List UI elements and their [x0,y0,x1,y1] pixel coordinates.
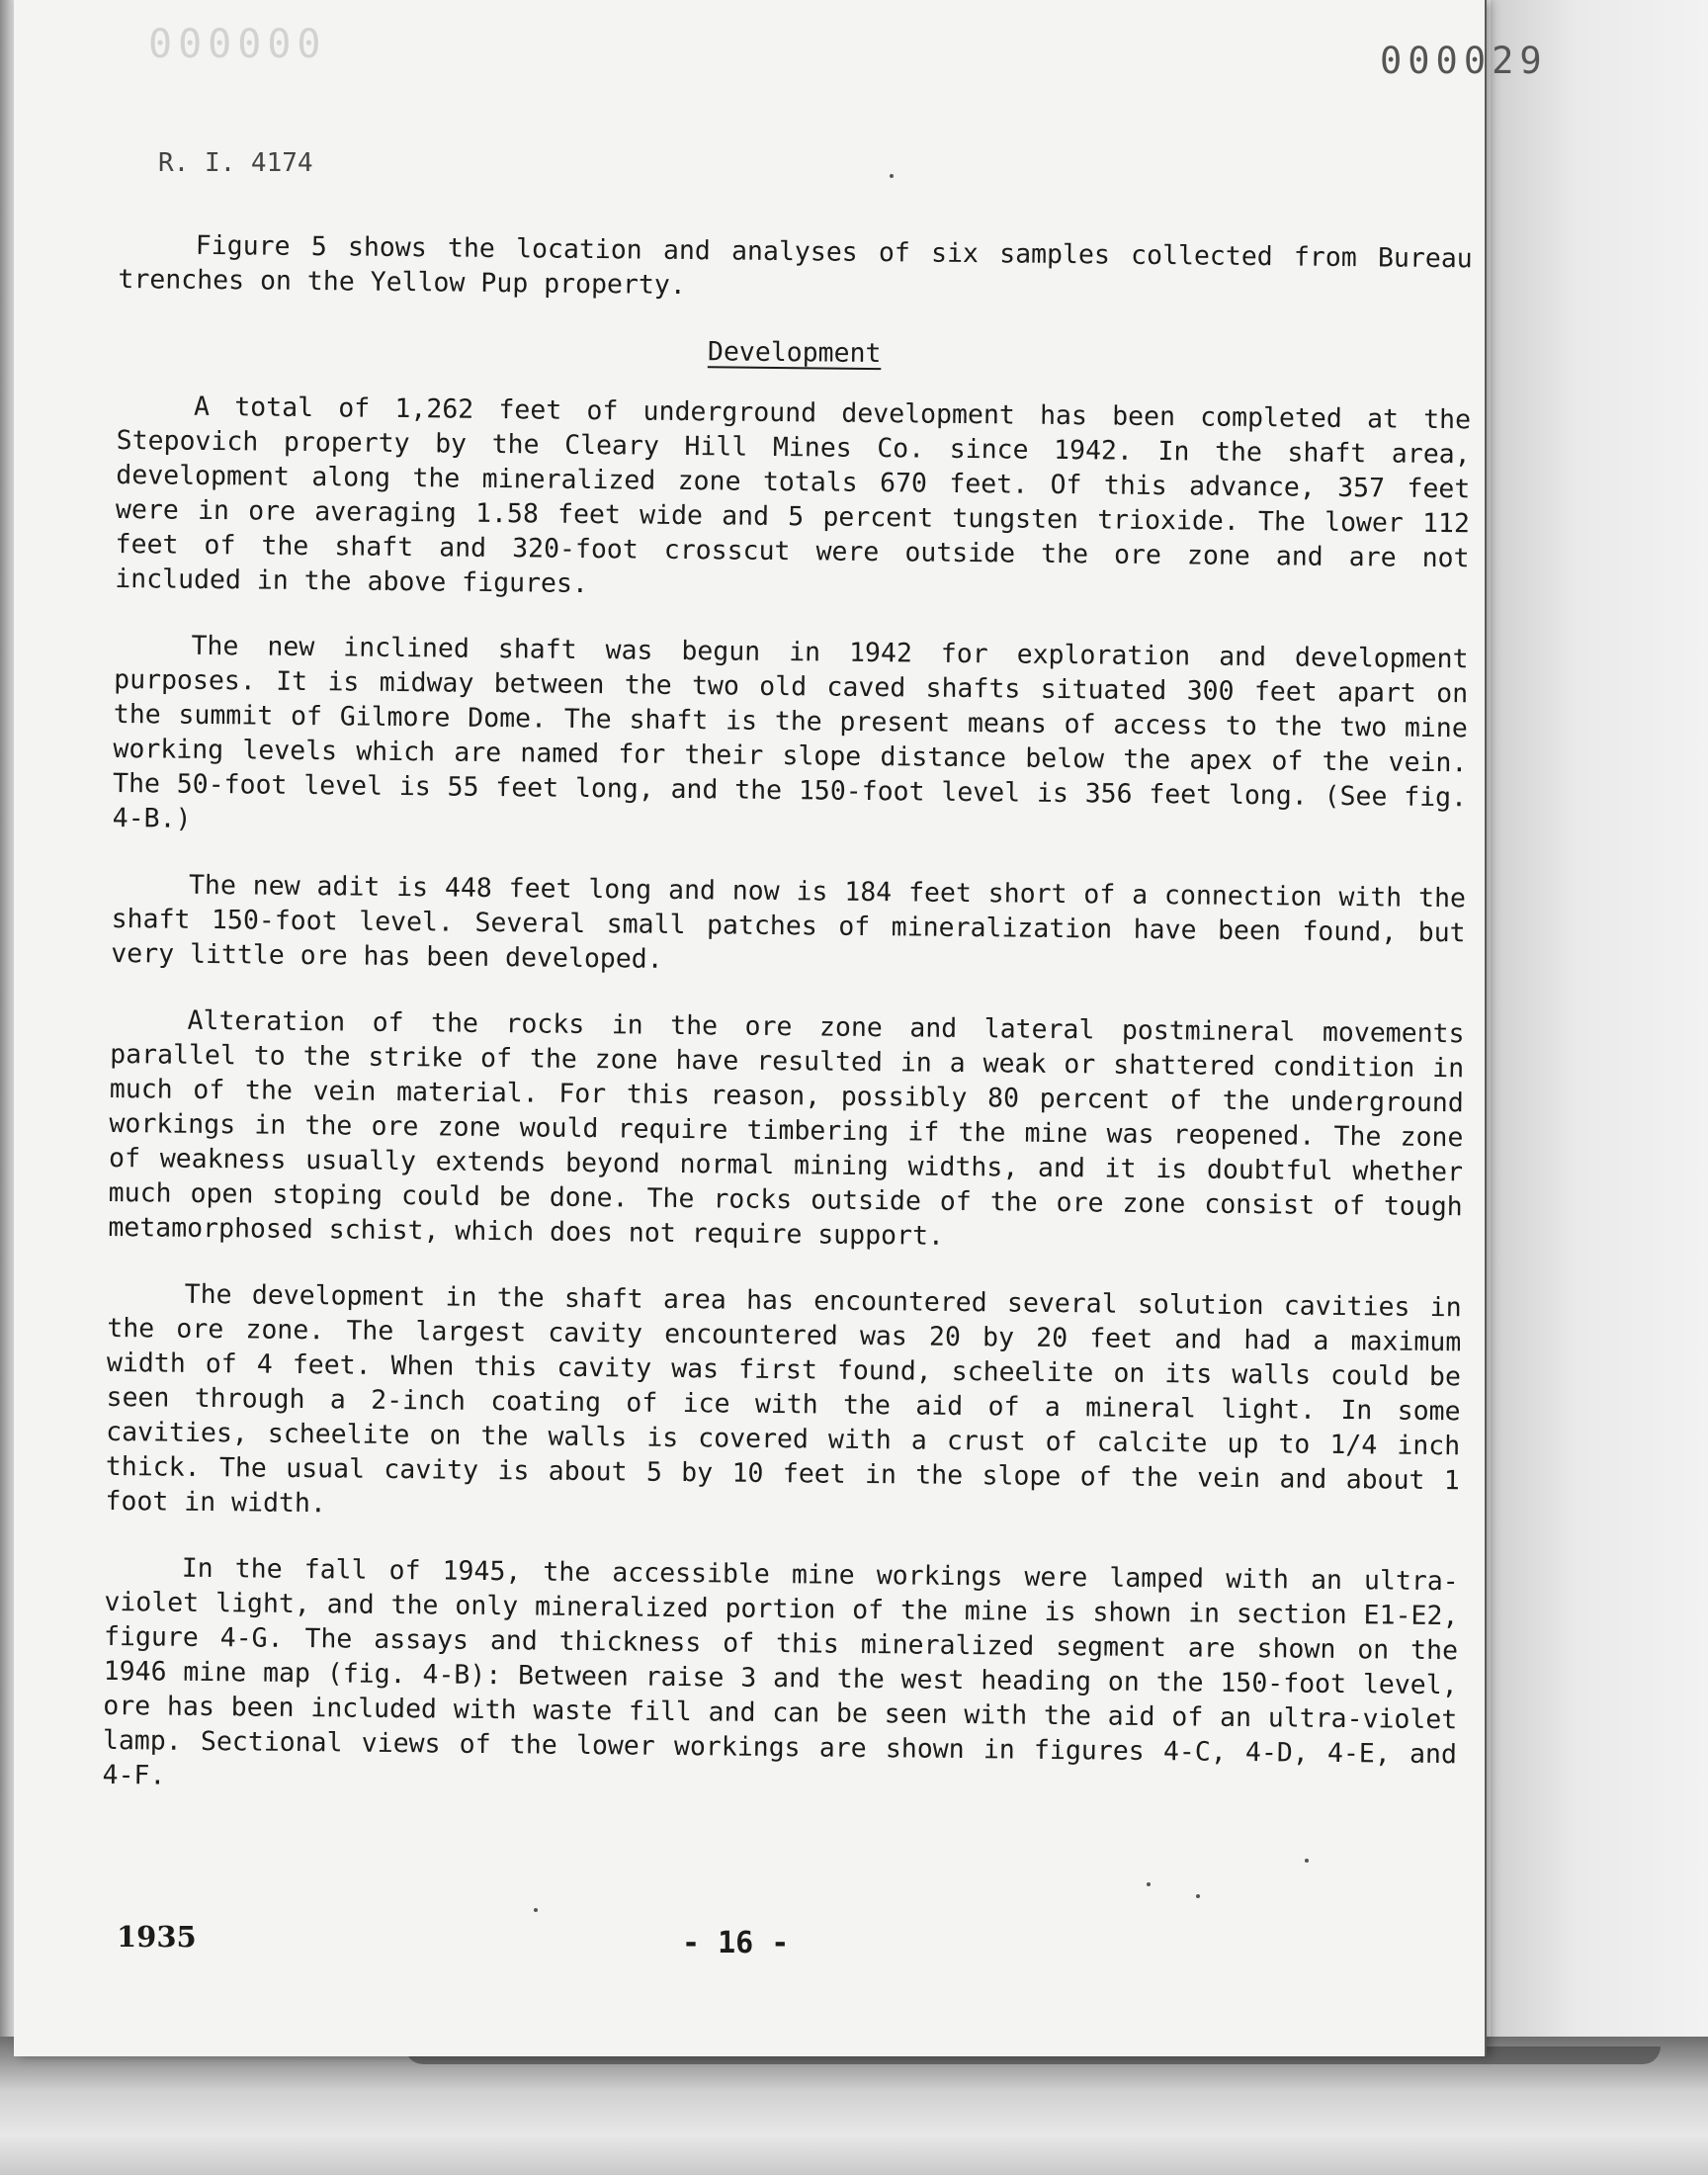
scan-speck [1305,1859,1309,1863]
document-body [102,227,1473,1838]
paragraph: In the fall of 1945, the accessible mine workings were lamped with an ultra-violet light, and the only mineralized portion of the mine is shown in section E1-E2, figure 4-G. The assays and thickness of this mineralized segment are shown on the 1946 mine map (fig. 4-B): Between raise 3 and the west heading on the 150-foot level, ore has been included with waste fill and can be seen with the aid of an ultra-violet lamp. Sectional views of the lower workings are shown in figures 4-C, 4-D, 4-E, and 4-F. [102,1552,1459,1791]
document-id-stamp: 000029 [1380,40,1548,82]
paragraph: Figure 5 shows the location and analyses of six samples collected from Bureau trenches on the Yellow Pup property. [118,229,1473,302]
section-heading: Development [707,336,882,370]
scan-margin [1491,0,1708,2175]
paragraph: Alteration of the rocks in the ore zone and lateral postmineral movements parallel to the strike of the zone have resulted in a weak or shattered condition in much of the vein material. For this reason, possibly 80 percent of the underground workings in the ore zone would require timbering if the mine was reopened. The zone of weakness usually extends beyond normal mining widths, and it is doubtful whether much open stoping could be done. The rocks outside of the ore zone consist of tough metamorphosed schist, which does not require support. [108,1004,1465,1252]
paragraph: The development in the shaft area has encountered several solution cavities in the ore zone. The largest cavity encountered was 20 by 20 feet and had a maximum width of 4 feet. When this cavity was first found, scheelite on its walls could be seen through a 2-inch coating of ice with the aid of a mineral light. In some cavities, scheelite on the walls is covered with a crust of calcite up to 1/4 inch thick. The usual cavity is about 5 by 10 feet in the slope of the vein and about 1 foot in width. [105,1278,1462,1520]
report-reference: R. I. 4174 [158,148,313,178]
scan-speck [890,174,894,178]
scan-speck [1196,1894,1200,1898]
paragraph: A total of 1,262 feet of underground development has been completed at the Stepovich property by the Cleary Hill Mines Co. since 1942. In the shaft area, development along the mineralized zone totals 670 feet. Of this advance, 357 feet were in ore averaging 1.58 feet wide and 5 percent tungsten trioxide. The lower 112 feet of the shaft and 320-foot crosscut were outside the ore zone and are not included in the above figures. [115,391,1472,599]
scan-edge [0,0,14,2175]
scan-speck [1147,1882,1151,1886]
scan-bottom-edge [0,2037,1708,2175]
footer-code: 1935 [117,1920,197,1954]
page-number: - 16 - [682,1926,790,1960]
faint-stamp: 000000 [148,22,327,67]
scan-speck [534,1908,538,1912]
paragraph: The new inclined shaft was begun in 1942 for exploration and development purposes. It is midway between the two old caved shafts situated 300 feet apart on the summit of Gilmore Dome. The shaft is the present means of access to the two mine working levels which are named for their slope distance below the apex of the vein. The 50-foot level is 55 feet long, and the 150-foot level is 356 feet long. (See fig. 4-B.) [112,630,1469,834]
paragraph: The new adit is 448 feet long and now is 184 feet short of a connection with the shaft 150-foot level. Several small patches of mineralization have been found, but very little ore has been developed. [111,869,1467,975]
